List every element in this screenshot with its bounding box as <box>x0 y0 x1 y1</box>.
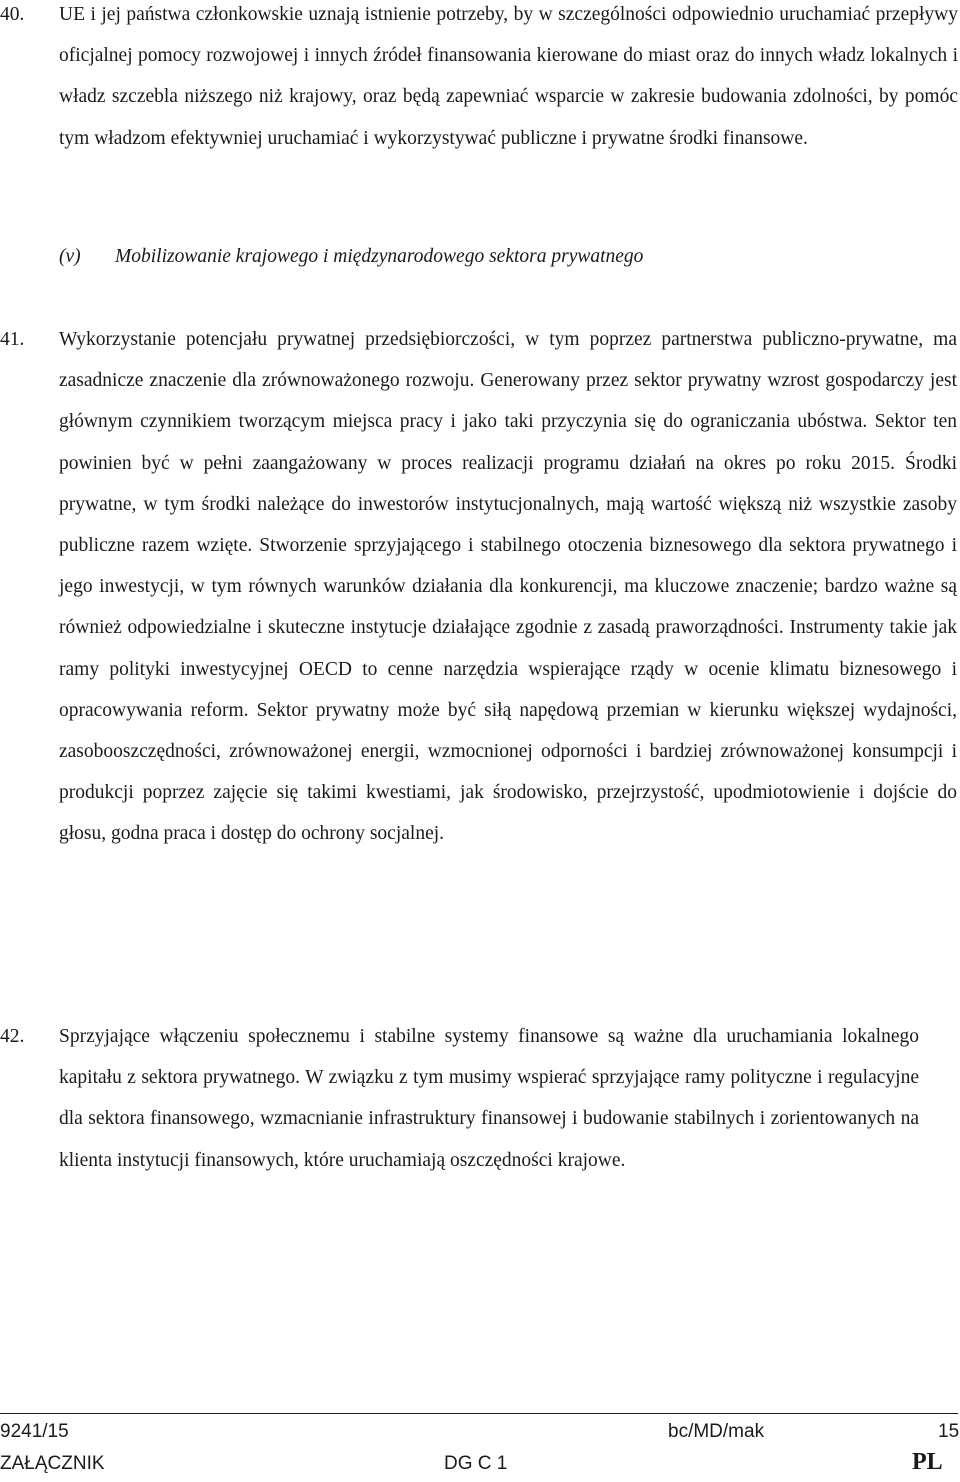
paragraph-42-text: Sprzyjające włączeniu społecznemu i stabilne systemy finansowe są ważne dla uruchamiania lokalnego kapitału z sektora prywatnego. W związku z tym musimy wspierać sprzyjające ramy polityczne i regulacyjne dla sektora finansowego, wzmacnianie infrastruktury finansowej i budowanie stabilnych i zorientowanych na klienta instytucji finansowych, które uruchamiają oszczędności krajowe. <box>59 1026 919 1171</box>
footer-reference: 9241/15 <box>0 1421 69 1442</box>
footer-divider <box>0 1413 958 1414</box>
footer-initials: bc/MD/mak <box>668 1421 765 1442</box>
footer-directorate: DG C 1 <box>444 1453 508 1474</box>
paragraph-40-number: 40. <box>0 4 25 25</box>
footer-language: PL <box>912 1449 943 1475</box>
paragraph-41-text: Wykorzystanie potencjału prywatnej przedsiębiorczości, w tym poprzez partnerstwa publiczno-prywatne, ma zasadnicze znaczenie dla zrównoważonego rozwoju. Generowany przez sektor prywatny wzrost gospodarczy jest głównym czynnikiem tworzącym miejsca pracy i jako taki przyczynia się do ograniczania ubóstwa. Sektor ten powinien być w pełni zaangażowany w proces realizacji programu działań na okres po roku 2015. Środki prywatne, w tym środki należące do inwestorów instytucjonalnych, mają wartość większą niż wszystkie zasoby publiczne razem wzięte. Stworzenie sprzyjającego i stabilnego otoczenia biznesowego dla sektora prywatnego i jego inwestycji, w tym równych warunków działania dla konkurencji, ma kluczowe znaczenie; bardzo ważne są również odpowiedzialne i skuteczne instytucje działające zgodnie z zasadą praworządności. Instrumenty takie jak ramy polityki inwestycyjnej OECD to cenne narzędzia wspierające rządy w ocenie klimatu biznesowego i opracowywania reform. Sektor prywatny może być siłą napędową przemian w kierunku większej wydajności, zasobooszczędności, zrównoważonej energii, wzmocnionej odporności i bardziej zrównoważonej konsumpcji i produkcji poprzez zajęcie się takimi kwestiami, jak środowisko, przejrzystość, upodmiotowienie i dojście do głosu, godna praca i dostęp do ochrony socjalnej. <box>59 329 957 845</box>
footer-page-number: 15 <box>938 1421 960 1442</box>
paragraph-40-text: UE i jej państwa członkowskie uznają istnienie potrzeby, by w szczególności odpowiednio uruchamiać przepływy oficjalnej pomocy rozwojowej i innych źródeł finansowania kierowane do miast oraz do innych władz lokalnych i władz szczebla niższego niż krajowy, oraz będą zapewniać wsparcie w zakresie budowania zdolności, by pomóc tym władzom efektywniej uruchamiać i wykorzystywać publiczne i prywatne środki finansowe. <box>59 4 958 149</box>
section-label: (v) <box>59 246 81 267</box>
paragraph-42-number: 42. <box>0 1026 25 1047</box>
section-title: Mobilizowanie krajowego i międzynarodowego sektora prywatnego <box>115 246 644 267</box>
paragraph-41-number: 41. <box>0 329 25 350</box>
footer-annex: ZAŁĄCZNIK <box>0 1453 105 1474</box>
